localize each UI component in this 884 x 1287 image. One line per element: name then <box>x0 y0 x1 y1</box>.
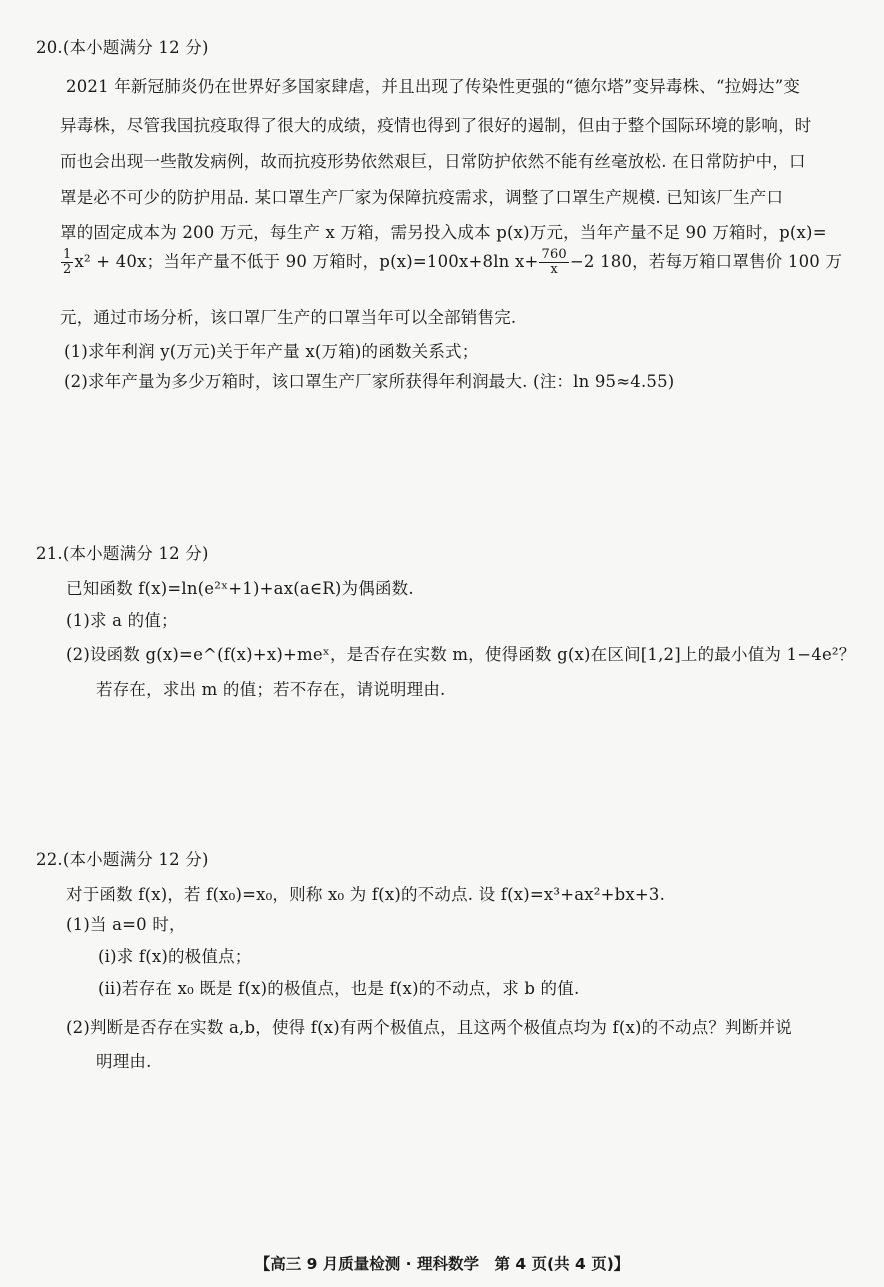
problem-20-line-1: 2021 年新冠肺炎仍在世界好多国家肆虐，并且出现了传染性更强的“德尔塔”变异毒株、“拉姆达”变 <box>66 77 801 96</box>
problem-21-line-1: 已知函数 f(x)=ln(e²ˣ+1)+ax(a∈R)为偶函数. <box>66 579 414 598</box>
problem-20-header: 20.(本小题满分 12 分) <box>36 38 209 57</box>
problem-20-line-5: 罩的固定成本为 200 万元，每生产 x 万箱，需另投入成本 p(x)万元，当年产量不足 90 万箱时，p(x)= <box>60 223 827 242</box>
problem-22-question-2: (2)判断是否存在实数 a,b，使得 f(x)有两个极值点，且这两个极值点均为 f(x)的不动点？判断并说 <box>66 1018 792 1037</box>
problem-20-line-3: 而也会出现一些散发病例，故而抗疫形势依然艰巨，日常防护依然不能有丝毫放松. 在日常防护中，口 <box>60 152 806 171</box>
fraction-760-over-x: $\frac{760}{x}$ <box>541 247 567 277</box>
page-footer: 【高三 9 月质量检测 · 理科数学 第 4 页(共 4 页)】 <box>254 1255 630 1273</box>
problem-22-question-1: (1)当 a=0 时， <box>66 915 186 934</box>
problem-20-line-4: 罩是必不可少的防护用品. 某口罩生产厂家为保障抗疫需求，调整了口罩生产规模. 已知该厂生产口 <box>60 188 784 207</box>
problem-22-question-2-cont: 明理由. <box>96 1052 152 1071</box>
problem-20-line-2: 异毒株，尽管我国抗疫取得了很大的成绩，疫情也得到了很好的遏制，但由于整个国际环境的影响，时 <box>60 116 812 135</box>
fraction-one-half: $\frac{1}{2}$ <box>63 247 72 277</box>
problem-21-question-2-cont: 若存在，求出 m 的值；若不存在，请说明理由. <box>96 680 446 699</box>
problem-22-question-1-ii: (ⅱ)若存在 x₀ 既是 f(x)的极值点，也是 f(x)的不动点，求 b 的值. <box>98 979 580 998</box>
problem-20-question-2: (2)求年产量为多少万箱时，该口罩生产厂家所获得年利润最大. (注：ln 95≈4.55) <box>64 372 675 391</box>
problem-21-question-1: (1)求 a 的值； <box>66 611 178 630</box>
problem-20-question-1: (1)求年利润 y(万元)关于年产量 x(万箱)的函数关系式； <box>64 342 479 361</box>
problem-20-line-6: $\frac{1}{2}$ x² + 40x；当年产量不低于 90 万箱时，p(x)=100x+8ln x+ $\frac{760}{x}$ −2 180，若每万箱口罩售价 100 万 <box>63 247 843 277</box>
problem-21-header: 21.(本小题满分 12 分) <box>36 544 209 563</box>
problem-22-header: 22.(本小题满分 12 分) <box>36 850 209 869</box>
problem-22-question-1-i: (ⅰ)求 f(x)的极值点； <box>98 947 252 966</box>
problem-22-line-1: 对于函数 f(x)，若 f(x₀)=x₀，则称 x₀ 为 f(x)的不动点. 设 f(x)=x³+ax²+bx+3. <box>66 885 666 904</box>
problem-20-line-7: 元，通过市场分析，该口罩厂生产的口罩当年可以全部销售完. <box>60 308 517 327</box>
problem-21-question-2: (2)设函数 g(x)=e^(f(x)+x)+meˣ，是否存在实数 m，使得函数 g(x)在区间[1,2]上的最小值为 1−4e²？ <box>66 645 856 664</box>
